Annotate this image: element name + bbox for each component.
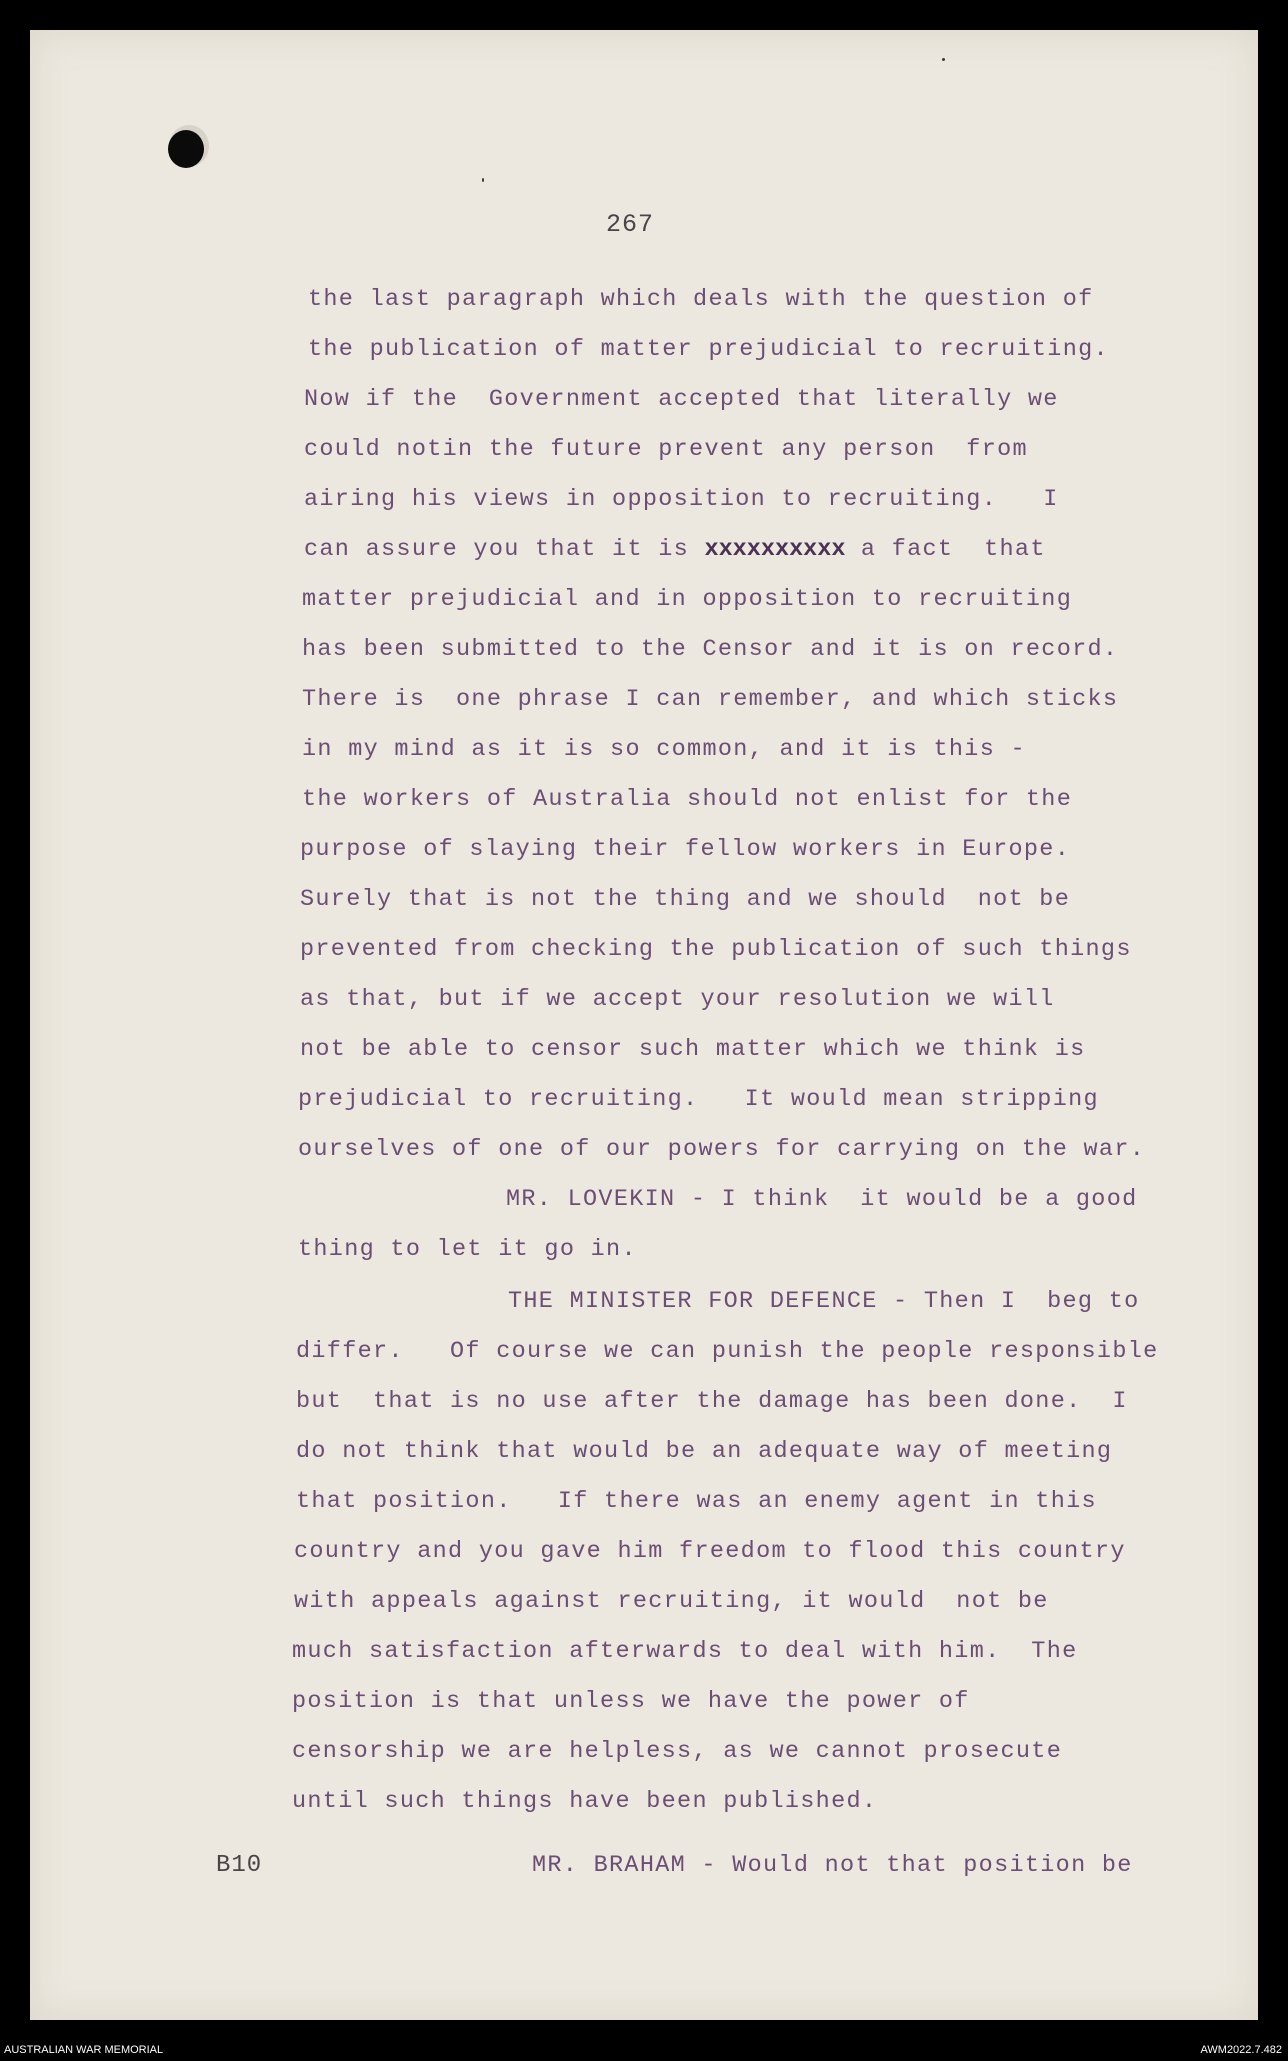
text-line: purpose of slaying their fellow workers in Europe. xyxy=(300,836,1071,863)
text-line: but that is no use after the damage has been done. I xyxy=(296,1388,1128,1415)
text-line: ourselves of one of our powers for carrying on the war. xyxy=(298,1136,1146,1163)
text-line: Surely that is not the thing and we should not be xyxy=(300,886,1071,913)
margin-note: B10 xyxy=(216,1852,263,1879)
text-line: Now if the Government accepted that literally we xyxy=(304,386,1059,413)
text-line: There is one phrase I can remember, and which sticks xyxy=(302,686,1119,713)
text-line: has been submitted to the Censor and it is on record. xyxy=(302,636,1119,663)
text-line: until such things have been published. xyxy=(292,1788,878,1815)
page-number: 267 xyxy=(606,210,655,239)
text-line: that position. If there was an enemy agent in this xyxy=(296,1488,1097,1515)
paper-speck xyxy=(942,58,945,61)
footer-accession-number: AWM2022.7.482 xyxy=(1200,2044,1282,2056)
struck-out-text: xxxxxxxxxx xyxy=(704,536,846,563)
document-page xyxy=(30,30,1258,2020)
text-line-with-strikeout xyxy=(304,536,1046,563)
text-line: as that, but if we accept your resolution we will xyxy=(300,986,1055,1013)
text-line: the last paragraph which deals with the question of xyxy=(308,286,1094,313)
speaker-line: MR. LOVEKIN - I think it would be a good xyxy=(506,1186,1138,1213)
text-line: the publication of matter prejudicial to recruiting. xyxy=(308,336,1109,363)
text-line: with appeals against recruiting, it would not be xyxy=(294,1588,1049,1615)
text-line: censorship we are helpless, as we cannot prosecute xyxy=(292,1738,1063,1765)
text-line: position is that unless we have the power of xyxy=(292,1688,970,1715)
text-line: in my mind as it is so common, and it is this - xyxy=(302,736,1026,763)
footer-institution: AUSTRALIAN WAR MEMORIAL xyxy=(4,2044,164,2056)
speaker-line: THE MINISTER FOR DEFENCE - Then I beg to xyxy=(508,1288,1140,1315)
text-line: much satisfaction afterwards to deal with him. The xyxy=(292,1638,1078,1665)
text-line: differ. Of course we can punish the people responsible xyxy=(296,1338,1159,1365)
text-line: not be able to censor such matter which we think is xyxy=(300,1036,1086,1063)
text-line-suffix: a fact that xyxy=(860,536,1046,563)
text-line: thing to let it go in. xyxy=(298,1236,637,1263)
text-line-prefix: can assure you that it is xyxy=(304,536,705,563)
punch-hole xyxy=(168,130,204,168)
text-line: the workers of Australia should not enlist for the xyxy=(302,786,1073,813)
text-line: country and you gave him freedom to flood this country xyxy=(294,1538,1126,1565)
text-line: airing his views in opposition to recruiting. I xyxy=(304,486,1059,513)
text-line: prejudicial to recruiting. It would mean stripping xyxy=(298,1086,1099,1113)
text-line: prevented from checking the publication of such things xyxy=(300,936,1132,963)
speaker-line: MR. BRAHAM - Would not that position be xyxy=(532,1852,1133,1879)
paper-speck xyxy=(482,178,484,182)
text-line: matter prejudicial and in opposition to recruiting xyxy=(302,586,1073,613)
text-line: could notin the future prevent any person from xyxy=(304,436,1028,463)
text-line: do not think that would be an adequate way of meeting xyxy=(296,1438,1113,1465)
